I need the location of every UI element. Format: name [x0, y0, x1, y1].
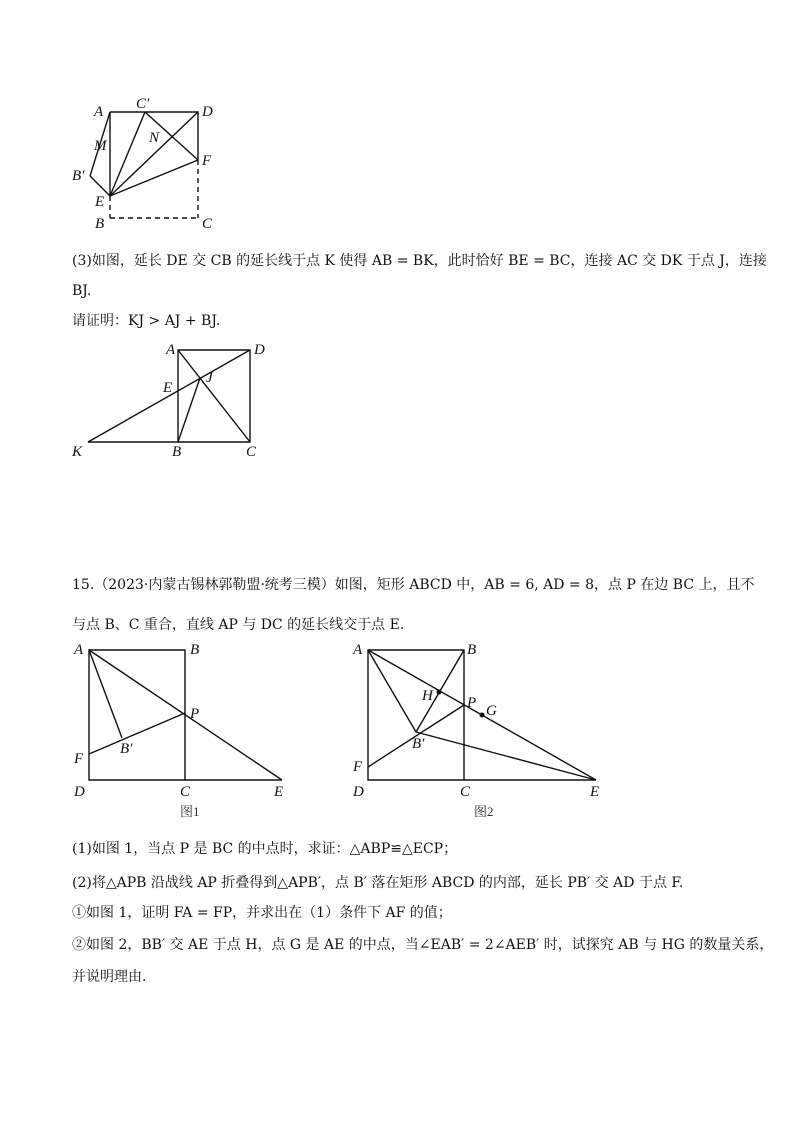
label-d: D: [202, 104, 213, 120]
label-a: A: [166, 342, 176, 358]
label-b-prime: B′: [72, 168, 85, 184]
label-p: P: [190, 706, 200, 722]
label-e: E: [590, 784, 600, 800]
label-a: A: [353, 642, 363, 658]
segment-bj: [178, 378, 200, 442]
label-e: E: [163, 380, 173, 396]
edge-bp-e: [90, 176, 110, 196]
label-f: F: [353, 759, 363, 775]
segment-bp-e: [416, 732, 596, 780]
part3-line2: BJ.: [72, 283, 92, 299]
label-p: P: [467, 695, 477, 711]
point-h: [437, 690, 442, 695]
label-c: C: [246, 444, 257, 460]
label-d: D: [254, 342, 265, 358]
label-h: H: [422, 688, 433, 704]
q15-line2: 与点 B、C 重合，直线 AP 与 DC 的延长线交于点 E.: [72, 617, 405, 633]
label-a: A: [74, 642, 84, 658]
label-f: F: [74, 751, 84, 767]
label-f: F: [202, 153, 212, 169]
part3-line3: 请证明：KJ > AJ + BJ.: [72, 313, 221, 329]
figure-1-caption: 图1: [180, 804, 200, 819]
label-k: K: [72, 444, 83, 460]
label-e: E: [274, 784, 284, 800]
label-b-prime: B′: [412, 736, 425, 752]
figure-kj: [0, 330, 800, 470]
part3-line1: (3)如图，延长 DE 交 CB 的延长线于点 K 使得 AB = BK，此时恰好 BE = BC，连接 AC 交 DK 于点 J，连接: [72, 253, 767, 269]
diagonal-ac: [178, 350, 250, 442]
label-m: M: [94, 138, 107, 154]
label-b-prime: B′: [120, 741, 133, 757]
edge-e-d: [110, 112, 198, 196]
point-g: [480, 713, 485, 718]
label-a: A: [94, 104, 104, 120]
figure-2: [0, 640, 800, 820]
label-b: B: [172, 444, 182, 460]
label-g: G: [486, 703, 497, 719]
label-c: C: [202, 216, 213, 232]
label-j: J: [206, 370, 213, 386]
figure-fold: [0, 0, 800, 240]
label-n: N: [149, 130, 160, 146]
part-2-1: ①如图 1，证明 FA = FP，并求出在（1）条件下 AF 的值；: [72, 905, 452, 921]
segment-a-bp: [368, 650, 416, 732]
label-c-prime: C′: [136, 96, 150, 112]
label-d: D: [353, 784, 364, 800]
part-2-2-cont: 并说明理由.: [72, 969, 147, 985]
figure-2-caption: 图2: [474, 804, 494, 819]
line-kd: [88, 350, 250, 442]
label-b: B: [467, 642, 477, 658]
part-2-2: ②如图 2，BB′ 交 AE 于点 H，点 G 是 AE 的中点，当∠EAB′ = 2∠AEB′ 时，试探究 AB 与 HG 的数量关系，: [72, 937, 774, 953]
part-1: (1)如图 1，当点 P 是 BC 的中点时，求证：△ABP≌△ECP；: [72, 841, 458, 857]
label-e: E: [95, 194, 105, 210]
label-c: C: [460, 784, 471, 800]
label-d: D: [74, 784, 85, 800]
label-b: B: [190, 642, 200, 658]
part-2: (2)将△APB 沿战线 AP 折叠得到△APB′，点 B′ 落在矩形 ABCD 的内部，延长 PB′ 交 AD 于点 F.: [72, 875, 684, 891]
label-c: C: [180, 784, 191, 800]
label-b: B: [95, 216, 105, 232]
q15-line1: 15.（2023·内蒙古锡林郭勒盟·统考三模）如图，矩形 ABCD 中，AB = 6, AD = 8，点 P 在边 BC 上，且不: [72, 577, 755, 593]
